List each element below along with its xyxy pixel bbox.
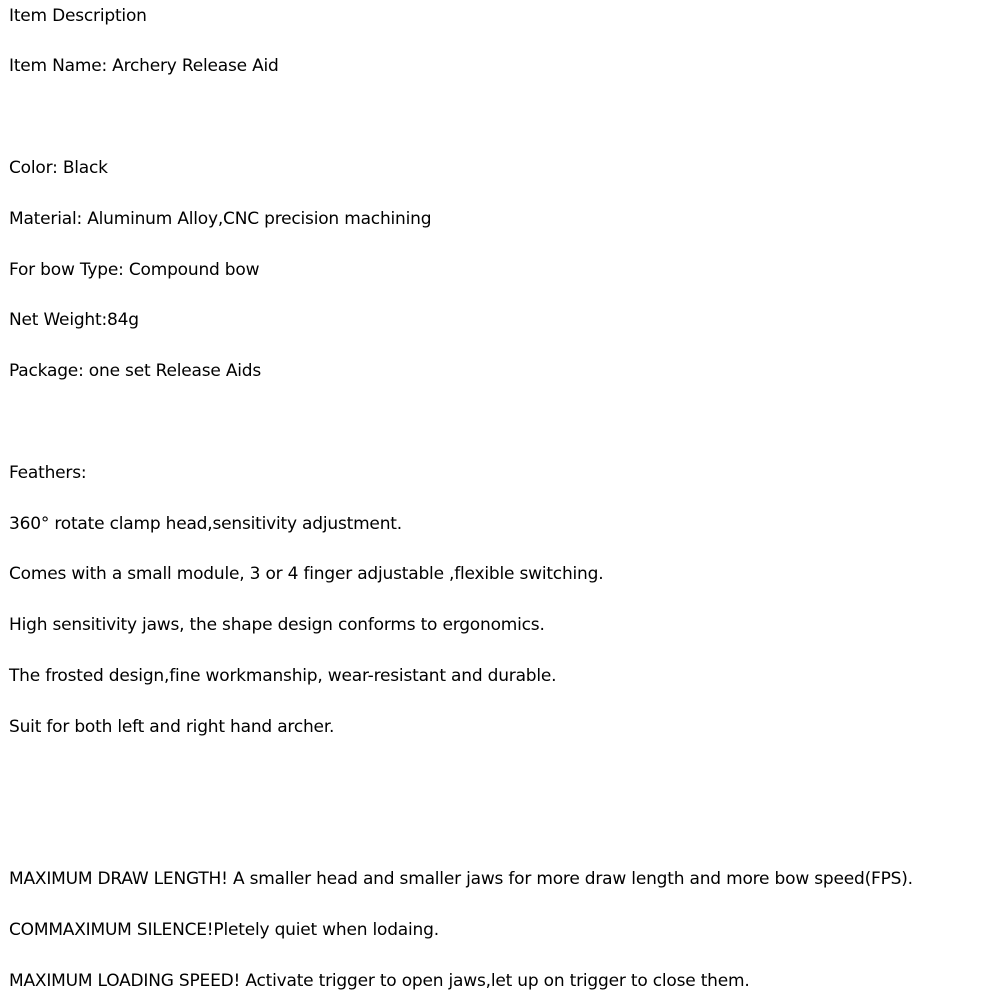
- highlight-silence: COMMAXIMUM SILENCE!Pletely quiet when lodaing.: [9, 920, 439, 940]
- feature-item: High sensitivity jaws, the shape design conforms to ergonomics.: [9, 615, 545, 635]
- highlight-draw-length: MAXIMUM DRAW LENGTH! A smaller head and smaller jaws for more draw length and more bow speed(FPS).: [9, 869, 913, 889]
- feature-item: Suit for both left and right hand archer.: [9, 717, 335, 737]
- spec-color: Color: Black: [9, 158, 108, 178]
- spec-package: Package: one set Release Aids: [9, 361, 262, 381]
- item-name: Item Name: Archery Release Aid: [9, 56, 279, 76]
- spec-bow-type: For bow Type: Compound bow: [9, 260, 260, 280]
- spec-net-weight: Net Weight:84g: [9, 310, 139, 330]
- features-heading: Feathers:: [9, 463, 87, 483]
- highlight-loading-speed: MAXIMUM LOADING SPEED! Activate trigger to open jaws,let up on trigger to close them.: [9, 971, 750, 991]
- spec-material: Material: Aluminum Alloy,CNC precision machining: [9, 209, 432, 229]
- document-title: Item Description: [9, 6, 147, 26]
- feature-item: 360° rotate clamp head,sensitivity adjustment.: [9, 514, 402, 534]
- feature-item: Comes with a small module, 3 or 4 finger adjustable ,flexible switching.: [9, 564, 604, 584]
- feature-item: The frosted design,fine workmanship, wear-resistant and durable.: [9, 666, 557, 686]
